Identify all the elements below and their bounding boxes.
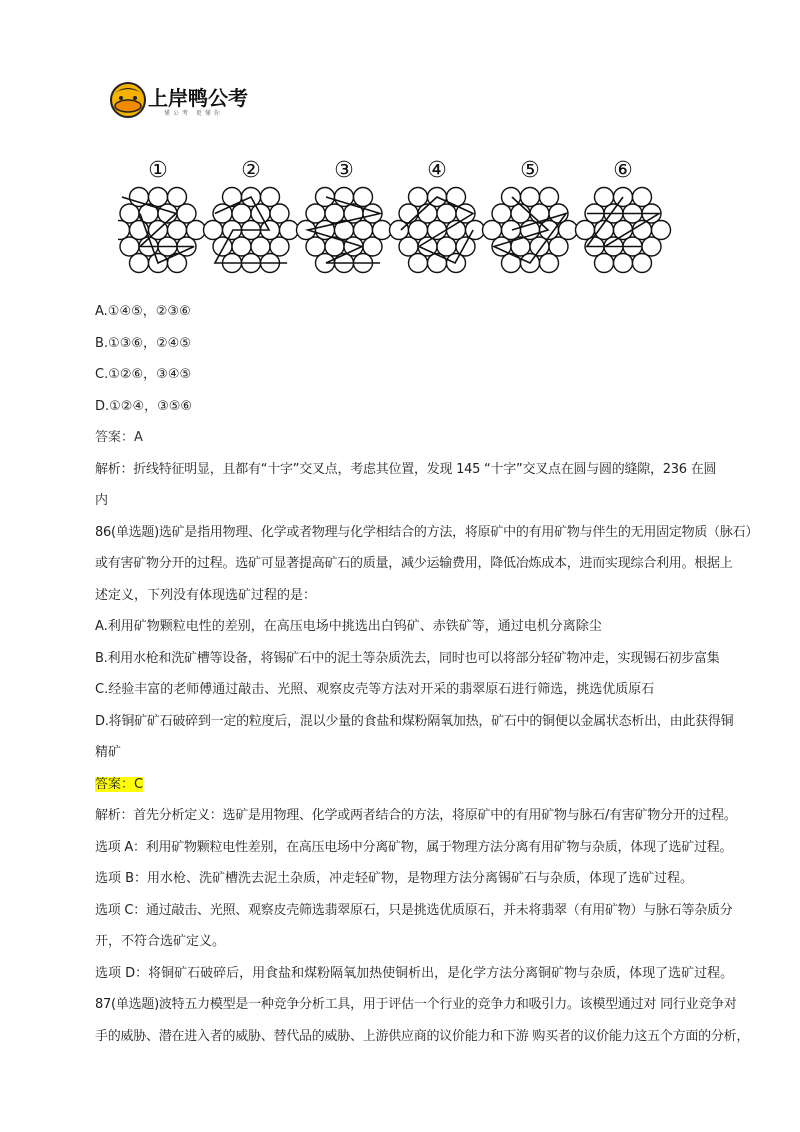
question-86-line-3: 述定义，下列没有体现选矿过程的是：	[95, 587, 317, 603]
cluster-circle	[540, 188, 559, 207]
cluster-circle	[437, 237, 456, 256]
exam-content	[95, 296, 759, 1052]
cluster-circle	[633, 254, 652, 273]
cluster-circle	[168, 188, 187, 207]
cluster-circle	[466, 221, 485, 240]
cluster-circle	[595, 188, 614, 207]
option-d-85: D.①②④，③⑤⑥	[95, 398, 193, 414]
cluster-circle	[540, 254, 559, 273]
cluster-circle	[502, 254, 521, 273]
brand-logo	[108, 78, 258, 120]
answer-86-highlight: 答案：C	[95, 776, 144, 792]
cluster-circle	[633, 188, 652, 207]
cluster-circle	[306, 204, 325, 223]
cluster-circle	[492, 204, 511, 223]
option-b-85: B.①③⑥，②④⑤	[95, 335, 191, 351]
cluster-circle	[409, 254, 428, 273]
cluster-circle	[280, 221, 299, 240]
option-d-86-line-1: D.将铜矿矿石破碎到一定的粒度后，混以少量的食盐和煤粉隔氧加热，矿石中的铜便以金属状态析出，由此获得铜	[95, 713, 734, 729]
cluster-circle	[120, 204, 139, 223]
cluster-circle	[456, 237, 475, 256]
cluster-circle	[204, 221, 223, 240]
cluster-circle	[511, 204, 530, 223]
cluster-circle	[261, 188, 280, 207]
cluster-circle	[316, 188, 335, 207]
cluster-circle	[418, 204, 437, 223]
option-a-86: A.利用矿物颗粒电性的差别，在高压电场中挑选出白钨矿、赤铁矿等，通过电机分离除尘	[95, 619, 602, 634]
cluster-circle	[428, 254, 447, 273]
brand-name: 上岸鸭公考	[148, 86, 248, 110]
cluster-circle	[437, 204, 456, 223]
option-c-86: C.经验丰富的老师傅通过敲击、光照、观察皮壳等方法对开采的翡翠原石进行筛选，挑选优质原石	[95, 682, 655, 697]
cluster-label: ①	[148, 158, 168, 183]
cluster-circle	[354, 188, 373, 207]
cluster-circle	[168, 221, 187, 240]
cluster-circle	[559, 221, 578, 240]
cluster-label: ④	[427, 158, 447, 183]
analysis-86-line-1: 解析：首先分析定义：选矿是用物理、化学或两者结合的方法，将原矿中的有用矿物与脉石/有害矿物分开的过程。	[95, 808, 737, 823]
analysis-86-option-d: 选项 D：将铜矿石破碎后，用食盐和煤粉隔氧加热使铜析出，是化学方法分离铜矿物与杂质，体现了选矿过程。	[95, 965, 734, 981]
cluster-circle	[354, 221, 373, 240]
cluster-label: ③	[334, 158, 354, 183]
cluster-circle	[502, 221, 521, 240]
cluster-circle	[409, 221, 428, 240]
duck-mascot-icon	[108, 78, 148, 120]
option-a-85: A.①④⑤，②③⑥	[95, 304, 191, 319]
cluster-circle	[549, 237, 568, 256]
cluster-1	[118, 158, 206, 273]
cluster-label: ⑥	[613, 158, 633, 183]
cluster-circle	[614, 221, 633, 240]
analysis-86-option-a: 选项 A：利用矿物颗粒电性差别，在高压电场中分离矿物，属于物理方法分离有用矿物与杂质，体现了选矿过程。	[95, 839, 733, 855]
question-87-line-1: 87(单选题)波特五力模型是一种竞争分析工具，用于评估一个行业的竞争力和吸引力。该模型通过对 同行业竞争对	[95, 997, 737, 1012]
cluster-circle	[213, 237, 232, 256]
question-87-line-2: 手的威胁、潜在进入者的威胁、替代品的威胁、上游供应商的议价能力和下游 购买者的议价能力这五个方面的分析，	[95, 1028, 750, 1044]
cluster-4	[390, 158, 485, 273]
cluster-circle	[483, 221, 502, 240]
cluster-circle	[502, 188, 521, 207]
cluster-circle	[335, 188, 354, 207]
cluster-circle	[576, 221, 595, 240]
analysis-86-option-c-line-1: 选项 C：通过敲击、光照、观察皮壳筛选翡翠原石，只是挑选优质原石，并未将翡翠（有用矿物）与脉石等杂质分	[95, 902, 733, 918]
analysis-86-option-b: 选项 B：用水枪、洗矿槽洗去泥土杂质，冲走轻矿物，是物理方法分离锡矿石与杂质，体现了选矿过程。	[95, 871, 694, 886]
option-c-85: C.①②⑥，③④⑤	[95, 367, 192, 382]
question-86-line-1: 86(单选题)选矿是指用物理、化学或者物理与化学相结合的方法，将原矿中的有用矿物与伴生的无用固定物质（脉石）	[95, 524, 759, 540]
cluster-circle	[223, 188, 242, 207]
brand-slogan: 懂公考 更懂你	[164, 110, 223, 117]
cluster-circle	[177, 204, 196, 223]
cluster-circle	[306, 237, 325, 256]
cluster-circle	[447, 254, 466, 273]
cluster-circle	[399, 204, 418, 223]
cluster-5	[483, 158, 578, 273]
circle-cluster-figure	[118, 150, 678, 282]
cluster-circle	[120, 237, 139, 256]
answer-85: 答案：A	[95, 430, 143, 445]
cluster-circle	[595, 254, 614, 273]
cluster-circle	[251, 237, 270, 256]
cluster-circle	[399, 237, 418, 256]
cluster-circle	[652, 221, 671, 240]
analysis-85-line-2: 内	[95, 493, 109, 508]
cluster-circle	[373, 221, 392, 240]
cluster-label: ⑤	[520, 158, 540, 183]
cluster-2	[204, 158, 299, 273]
answer-86	[95, 769, 715, 801]
cluster-circle	[409, 188, 428, 207]
analysis-86-option-c-line-2: 开，不符合选矿定义。	[95, 934, 226, 949]
option-d-86-line-2: 精矿	[95, 745, 122, 760]
cluster-circle	[325, 204, 344, 223]
cluster-circle	[390, 221, 409, 240]
cluster-label: ②	[241, 158, 261, 183]
cluster-circle	[521, 188, 540, 207]
question-figure	[118, 150, 678, 282]
cluster-circle	[168, 254, 187, 273]
cluster-circle	[232, 204, 251, 223]
cluster-3	[297, 158, 392, 273]
cluster-circle	[642, 237, 661, 256]
cluster-circle	[149, 188, 168, 207]
cluster-circle	[270, 204, 289, 223]
cluster-circle	[130, 254, 149, 273]
cluster-circle	[232, 237, 251, 256]
analysis-85-line-1: 解析：折线特征明显，且都有“十字”交叉点，考虑其位置，发现 145 “十字”交叉点在圆与圆的缝隙，236 在圆	[95, 461, 717, 477]
cluster-circle	[521, 221, 540, 240]
cluster-circle	[363, 237, 382, 256]
cluster-circle	[428, 221, 447, 240]
cluster-6	[576, 158, 671, 273]
cluster-circle	[187, 221, 206, 240]
cluster-circle	[270, 237, 289, 256]
option-b-86: B.利用水枪和洗矿槽等设备，将锡矿石中的泥土等杂质洗去，同时也可以将部分轻矿物冲走，实现锡石初步富集	[95, 650, 720, 666]
question-86-line-2: 或有害矿物分开的过程。选矿可显著提高矿石的质量，减少运输费用，降低冶炼成本，进而实现综合利用。根据上	[95, 556, 733, 571]
cluster-circle	[614, 254, 633, 273]
cluster-circle	[447, 188, 466, 207]
